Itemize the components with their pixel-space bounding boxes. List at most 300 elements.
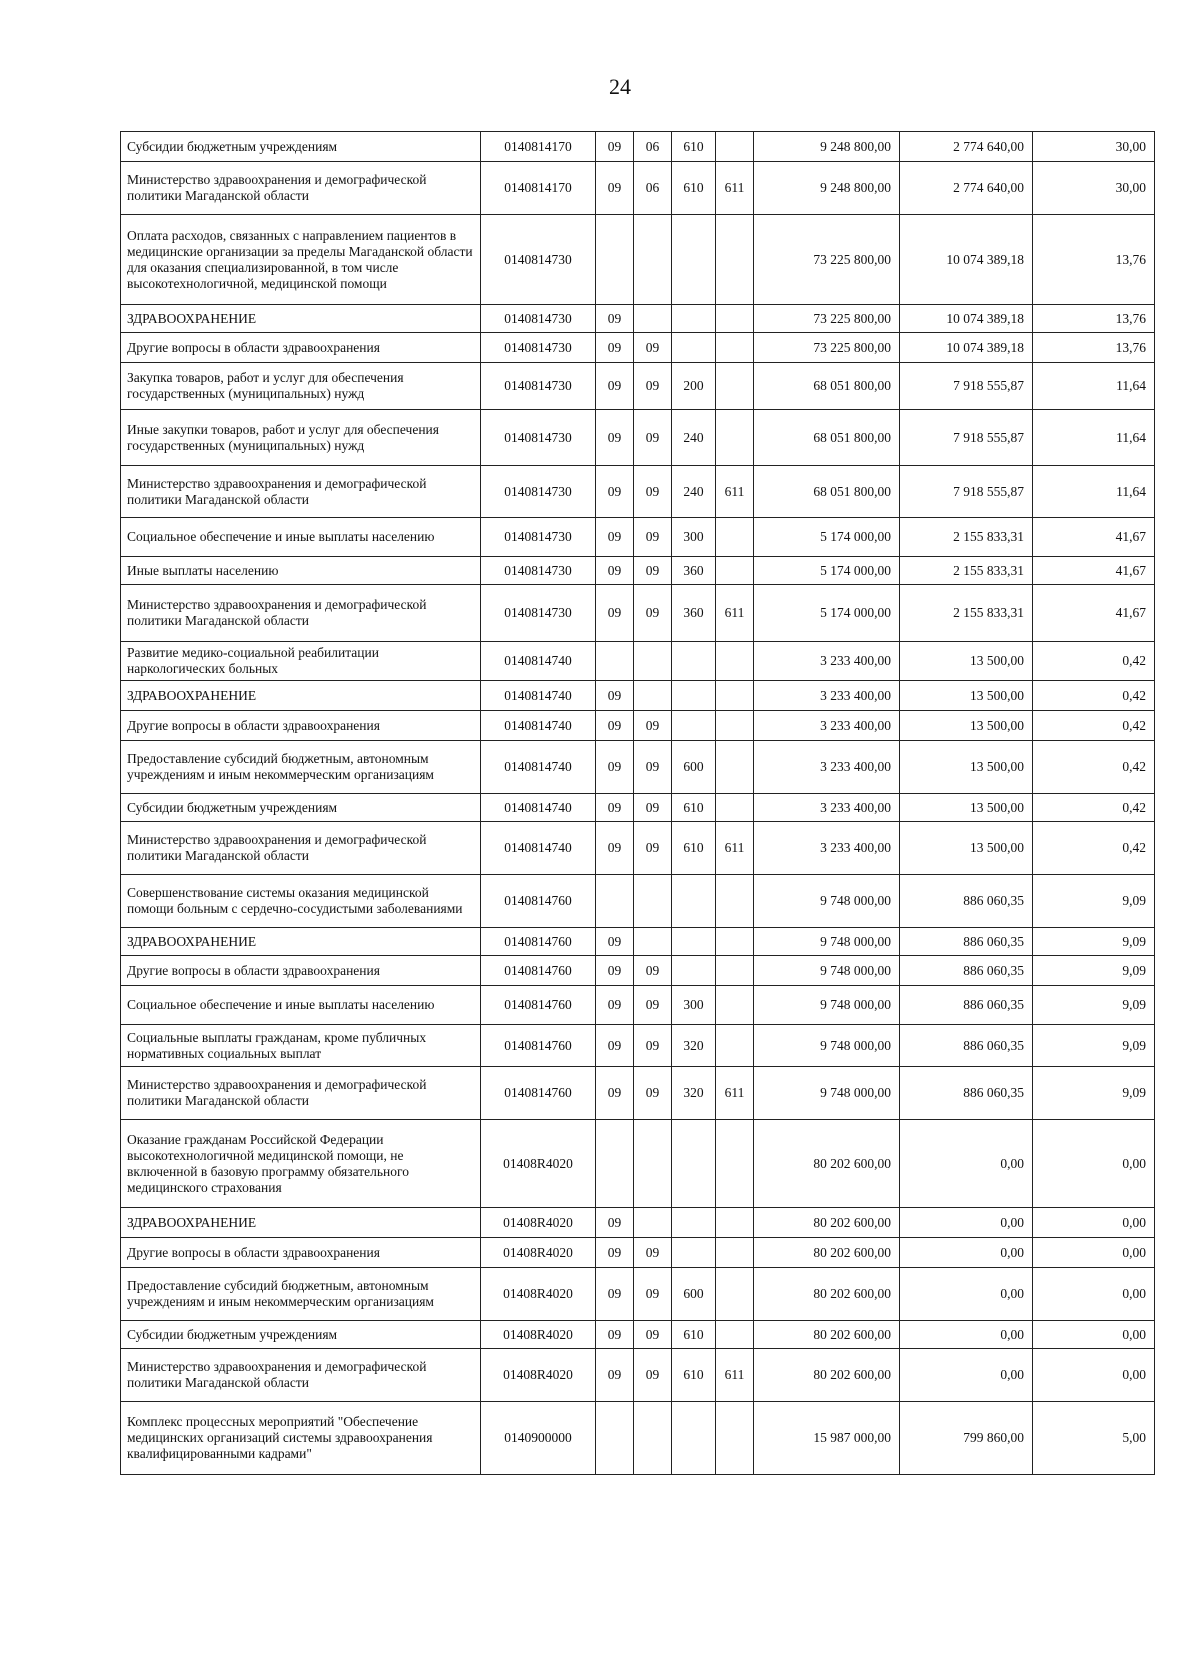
cell-expense-type: 320 <box>672 1067 716 1120</box>
cell-executed-amount: 0,00 <box>900 1238 1033 1268</box>
cell-section: 09 <box>596 1208 634 1238</box>
table-row <box>121 711 1155 741</box>
cell-name: ЗДРАВООХРАНЕНИЕ <box>121 305 481 333</box>
cell-section <box>596 1402 634 1475</box>
cell-planned-amount: 9 748 000,00 <box>754 986 900 1025</box>
cell-executed-amount: 13 500,00 <box>900 822 1033 875</box>
cell-code: 0140814170 <box>481 162 596 215</box>
cell-planned-amount: 5 174 000,00 <box>754 557 900 585</box>
cell-executed-amount: 7 918 555,87 <box>900 466 1033 518</box>
cell-executed-amount: 886 060,35 <box>900 956 1033 986</box>
cell-name: Развитие медико-социальной реабилитации наркологических больных <box>121 642 481 681</box>
cell-section: 09 <box>596 681 634 711</box>
cell-section <box>596 215 634 305</box>
table-row <box>121 585 1155 642</box>
cell-expense-type: 600 <box>672 1268 716 1321</box>
cell-section: 09 <box>596 1025 634 1067</box>
cell-expense-type <box>672 1208 716 1238</box>
cell-percent: 0,42 <box>1033 681 1155 711</box>
cell-section: 09 <box>596 822 634 875</box>
cell-subsection: 09 <box>634 518 672 557</box>
cell-expense-type: 360 <box>672 585 716 642</box>
cell-department <box>716 363 754 410</box>
table-row <box>121 681 1155 711</box>
cell-department <box>716 1402 754 1475</box>
cell-name: Министерство здравоохранения и демографической политики Магаданской области <box>121 585 481 642</box>
table-row <box>121 215 1155 305</box>
cell-name: Другие вопросы в области здравоохранения <box>121 711 481 741</box>
cell-expense-type: 320 <box>672 1025 716 1067</box>
cell-name: Закупка товаров, работ и услуг для обеспечения государственных (муниципальных) нужд <box>121 363 481 410</box>
cell-expense-type <box>672 1120 716 1208</box>
cell-section: 09 <box>596 956 634 986</box>
cell-percent: 41,67 <box>1033 557 1155 585</box>
cell-code: 0140814730 <box>481 333 596 363</box>
cell-department <box>716 642 754 681</box>
cell-section: 09 <box>596 1268 634 1321</box>
cell-percent: 30,00 <box>1033 132 1155 162</box>
cell-section: 09 <box>596 305 634 333</box>
cell-department <box>716 518 754 557</box>
cell-expense-type <box>672 642 716 681</box>
cell-section: 09 <box>596 518 634 557</box>
cell-code: 0140814730 <box>481 557 596 585</box>
cell-name: Субсидии бюджетным учреждениям <box>121 794 481 822</box>
cell-subsection <box>634 875 672 928</box>
cell-percent: 0,00 <box>1033 1208 1155 1238</box>
cell-executed-amount: 2 774 640,00 <box>900 132 1033 162</box>
cell-department <box>716 1120 754 1208</box>
table-row <box>121 1321 1155 1349</box>
table-row <box>121 642 1155 681</box>
cell-code: 01408R4020 <box>481 1268 596 1321</box>
cell-section: 09 <box>596 1349 634 1402</box>
cell-section: 09 <box>596 928 634 956</box>
cell-planned-amount: 9 748 000,00 <box>754 1067 900 1120</box>
cell-expense-type: 610 <box>672 822 716 875</box>
table-row <box>121 928 1155 956</box>
cell-name: Субсидии бюджетным учреждениям <box>121 132 481 162</box>
cell-code: 0140814730 <box>481 215 596 305</box>
cell-executed-amount: 886 060,35 <box>900 928 1033 956</box>
cell-executed-amount: 10 074 389,18 <box>900 215 1033 305</box>
cell-expense-type: 240 <box>672 410 716 466</box>
cell-percent: 0,42 <box>1033 822 1155 875</box>
cell-planned-amount: 73 225 800,00 <box>754 305 900 333</box>
cell-name: ЗДРАВООХРАНЕНИЕ <box>121 681 481 711</box>
cell-executed-amount: 7 918 555,87 <box>900 410 1033 466</box>
cell-planned-amount: 15 987 000,00 <box>754 1402 900 1475</box>
cell-planned-amount: 3 233 400,00 <box>754 741 900 794</box>
table-row <box>121 305 1155 333</box>
cell-percent: 9,09 <box>1033 928 1155 956</box>
cell-department: 611 <box>716 822 754 875</box>
cell-planned-amount: 5 174 000,00 <box>754 585 900 642</box>
cell-name: Иные закупки товаров, работ и услуг для обеспечения государственных (муниципальных) нужд <box>121 410 481 466</box>
cell-percent: 5,00 <box>1033 1402 1155 1475</box>
cell-subsection <box>634 681 672 711</box>
cell-department: 611 <box>716 162 754 215</box>
cell-subsection: 09 <box>634 1238 672 1268</box>
cell-department <box>716 132 754 162</box>
cell-subsection: 09 <box>634 1067 672 1120</box>
cell-expense-type <box>672 928 716 956</box>
cell-code: 0140814730 <box>481 585 596 642</box>
cell-code: 0140814760 <box>481 986 596 1025</box>
cell-planned-amount: 9 748 000,00 <box>754 875 900 928</box>
cell-section: 09 <box>596 132 634 162</box>
cell-expense-type: 610 <box>672 794 716 822</box>
cell-expense-type: 610 <box>672 132 716 162</box>
cell-department: 611 <box>716 1349 754 1402</box>
cell-section: 09 <box>596 333 634 363</box>
cell-name: Оплата расходов, связанных с направлением пациентов в медицинские организации за пределы Магаданской области для оказания специализированной, в том числе высокотехнологичной, медицинской помощи <box>121 215 481 305</box>
table-row <box>121 1349 1155 1402</box>
cell-name: Социальное обеспечение и иные выплаты населению <box>121 986 481 1025</box>
cell-code: 0140814740 <box>481 711 596 741</box>
cell-department <box>716 956 754 986</box>
cell-expense-type <box>672 333 716 363</box>
cell-name: Другие вопросы в области здравоохранения <box>121 1238 481 1268</box>
table-row <box>121 466 1155 518</box>
cell-department <box>716 1321 754 1349</box>
cell-expense-type: 300 <box>672 986 716 1025</box>
cell-section <box>596 1120 634 1208</box>
cell-name: Министерство здравоохранения и демографической политики Магаданской области <box>121 1067 481 1120</box>
cell-planned-amount: 80 202 600,00 <box>754 1349 900 1402</box>
cell-planned-amount: 68 051 800,00 <box>754 410 900 466</box>
cell-executed-amount: 0,00 <box>900 1268 1033 1321</box>
cell-percent: 9,09 <box>1033 956 1155 986</box>
cell-department <box>716 557 754 585</box>
cell-department <box>716 711 754 741</box>
cell-percent: 0,00 <box>1033 1268 1155 1321</box>
cell-subsection: 06 <box>634 132 672 162</box>
cell-name: Совершенствование системы оказания медицинской помощи больным с сердечно-сосудистыми заболеваниями <box>121 875 481 928</box>
cell-percent: 9,09 <box>1033 1067 1155 1120</box>
cell-executed-amount: 10 074 389,18 <box>900 333 1033 363</box>
cell-department <box>716 794 754 822</box>
cell-executed-amount: 886 060,35 <box>900 1067 1033 1120</box>
cell-expense-type <box>672 1402 716 1475</box>
cell-name: Социальные выплаты гражданам, кроме публичных нормативных социальных выплат <box>121 1025 481 1067</box>
table-row <box>121 132 1155 162</box>
cell-planned-amount: 3 233 400,00 <box>754 642 900 681</box>
table-row <box>121 557 1155 585</box>
cell-code: 0140814730 <box>481 363 596 410</box>
cell-percent: 0,00 <box>1033 1349 1155 1402</box>
cell-percent: 9,09 <box>1033 1025 1155 1067</box>
cell-planned-amount: 3 233 400,00 <box>754 794 900 822</box>
table-row <box>121 1402 1155 1475</box>
table-row <box>121 333 1155 363</box>
cell-section: 09 <box>596 162 634 215</box>
cell-name: Комплекс процессных мероприятий "Обеспечение медицинских организаций системы здравоохранения квалифицированными кадрами" <box>121 1402 481 1475</box>
cell-code: 0140814730 <box>481 518 596 557</box>
cell-percent: 30,00 <box>1033 162 1155 215</box>
cell-planned-amount: 3 233 400,00 <box>754 681 900 711</box>
cell-code: 0140814760 <box>481 956 596 986</box>
table-row <box>121 875 1155 928</box>
cell-department <box>716 986 754 1025</box>
table-row <box>121 410 1155 466</box>
cell-name: Предоставление субсидий бюджетным, автономным учреждениям и иным некоммерческим организациям <box>121 1268 481 1321</box>
cell-percent: 0,42 <box>1033 711 1155 741</box>
cell-executed-amount: 2 155 833,31 <box>900 585 1033 642</box>
cell-expense-type: 600 <box>672 741 716 794</box>
cell-executed-amount: 886 060,35 <box>900 986 1033 1025</box>
cell-expense-type <box>672 875 716 928</box>
cell-executed-amount: 886 060,35 <box>900 875 1033 928</box>
table-row <box>121 1120 1155 1208</box>
cell-name: ЗДРАВООХРАНЕНИЕ <box>121 1208 481 1238</box>
cell-code: 01408R4020 <box>481 1208 596 1238</box>
cell-subsection <box>634 1402 672 1475</box>
cell-expense-type <box>672 681 716 711</box>
cell-section <box>596 642 634 681</box>
cell-executed-amount: 13 500,00 <box>900 741 1033 794</box>
cell-subsection: 09 <box>634 956 672 986</box>
cell-expense-type <box>672 1238 716 1268</box>
cell-department <box>716 305 754 333</box>
cell-code: 0140814740 <box>481 741 596 794</box>
cell-code: 0140814740 <box>481 822 596 875</box>
cell-executed-amount: 0,00 <box>900 1321 1033 1349</box>
cell-section: 09 <box>596 711 634 741</box>
cell-subsection: 09 <box>634 741 672 794</box>
cell-percent: 9,09 <box>1033 875 1155 928</box>
cell-subsection <box>634 642 672 681</box>
cell-subsection: 09 <box>634 1025 672 1067</box>
cell-code: 0140814740 <box>481 794 596 822</box>
cell-subsection: 09 <box>634 557 672 585</box>
cell-department <box>716 1238 754 1268</box>
cell-subsection <box>634 305 672 333</box>
table-row <box>121 822 1155 875</box>
cell-expense-type: 360 <box>672 557 716 585</box>
cell-percent: 0,42 <box>1033 794 1155 822</box>
cell-code: 0140814730 <box>481 410 596 466</box>
cell-expense-type: 610 <box>672 1321 716 1349</box>
cell-percent: 41,67 <box>1033 585 1155 642</box>
cell-subsection <box>634 928 672 956</box>
cell-code: 0140814730 <box>481 466 596 518</box>
cell-name: Оказание гражданам Российской Федерации высокотехнологичной медицинской помощи, не включенной в базовую программу обязательного медицинского страхования <box>121 1120 481 1208</box>
cell-executed-amount: 886 060,35 <box>900 1025 1033 1067</box>
cell-subsection: 09 <box>634 585 672 642</box>
cell-section: 09 <box>596 794 634 822</box>
cell-planned-amount: 73 225 800,00 <box>754 333 900 363</box>
cell-percent: 13,76 <box>1033 305 1155 333</box>
table-row <box>121 518 1155 557</box>
cell-department <box>716 410 754 466</box>
cell-subsection: 09 <box>634 1349 672 1402</box>
cell-expense-type <box>672 215 716 305</box>
cell-code: 0140814760 <box>481 928 596 956</box>
cell-name: Министерство здравоохранения и демографической политики Магаданской области <box>121 822 481 875</box>
cell-section: 09 <box>596 1321 634 1349</box>
cell-planned-amount: 80 202 600,00 <box>754 1208 900 1238</box>
cell-subsection: 09 <box>634 1268 672 1321</box>
cell-executed-amount: 13 500,00 <box>900 711 1033 741</box>
cell-expense-type: 610 <box>672 1349 716 1402</box>
cell-percent: 11,64 <box>1033 363 1155 410</box>
cell-executed-amount: 0,00 <box>900 1208 1033 1238</box>
cell-department <box>716 215 754 305</box>
cell-department <box>716 681 754 711</box>
cell-code: 0140814760 <box>481 875 596 928</box>
cell-percent: 0,00 <box>1033 1238 1155 1268</box>
cell-name: Министерство здравоохранения и демографической политики Магаданской области <box>121 466 481 518</box>
cell-subsection <box>634 1208 672 1238</box>
cell-subsection: 09 <box>634 333 672 363</box>
cell-executed-amount: 2 155 833,31 <box>900 518 1033 557</box>
table-row <box>121 794 1155 822</box>
table-row <box>121 986 1155 1025</box>
cell-expense-type <box>672 956 716 986</box>
cell-planned-amount: 73 225 800,00 <box>754 215 900 305</box>
cell-subsection: 09 <box>634 410 672 466</box>
cell-planned-amount: 5 174 000,00 <box>754 518 900 557</box>
cell-subsection: 09 <box>634 986 672 1025</box>
cell-planned-amount: 3 233 400,00 <box>754 711 900 741</box>
table-row <box>121 741 1155 794</box>
cell-percent: 13,76 <box>1033 215 1155 305</box>
table-row <box>121 1268 1155 1321</box>
cell-subsection: 09 <box>634 822 672 875</box>
cell-executed-amount: 2 155 833,31 <box>900 557 1033 585</box>
cell-section: 09 <box>596 1067 634 1120</box>
cell-executed-amount: 0,00 <box>900 1120 1033 1208</box>
table-row <box>121 1238 1155 1268</box>
cell-section: 09 <box>596 585 634 642</box>
cell-code: 01408R4020 <box>481 1238 596 1268</box>
cell-code: 0140814730 <box>481 305 596 333</box>
cell-planned-amount: 80 202 600,00 <box>754 1321 900 1349</box>
cell-subsection: 06 <box>634 162 672 215</box>
cell-department <box>716 928 754 956</box>
cell-planned-amount: 9 748 000,00 <box>754 1025 900 1067</box>
cell-executed-amount: 10 074 389,18 <box>900 305 1033 333</box>
cell-section: 09 <box>596 466 634 518</box>
budget-table <box>120 131 1155 1475</box>
cell-name: Другие вопросы в области здравоохранения <box>121 956 481 986</box>
cell-department <box>716 741 754 794</box>
cell-expense-type <box>672 711 716 741</box>
cell-subsection: 09 <box>634 711 672 741</box>
cell-department: 611 <box>716 1067 754 1120</box>
cell-code: 0140814760 <box>481 1067 596 1120</box>
cell-percent: 0,42 <box>1033 741 1155 794</box>
cell-planned-amount: 9 248 800,00 <box>754 162 900 215</box>
cell-executed-amount: 2 774 640,00 <box>900 162 1033 215</box>
cell-code: 0140900000 <box>481 1402 596 1475</box>
cell-code: 01408R4020 <box>481 1349 596 1402</box>
cell-subsection <box>634 1120 672 1208</box>
cell-department <box>716 1268 754 1321</box>
cell-section: 09 <box>596 557 634 585</box>
cell-code: 0140814740 <box>481 642 596 681</box>
cell-name: Другие вопросы в области здравоохранения <box>121 333 481 363</box>
cell-percent: 9,09 <box>1033 986 1155 1025</box>
cell-executed-amount: 13 500,00 <box>900 794 1033 822</box>
cell-subsection: 09 <box>634 363 672 410</box>
cell-code: 01408R4020 <box>481 1321 596 1349</box>
cell-subsection: 09 <box>634 794 672 822</box>
cell-name: Министерство здравоохранения и демографической политики Магаданской области <box>121 1349 481 1402</box>
cell-name: Министерство здравоохранения и демографической политики Магаданской области <box>121 162 481 215</box>
cell-planned-amount: 9 748 000,00 <box>754 956 900 986</box>
cell-executed-amount: 7 918 555,87 <box>900 363 1033 410</box>
cell-subsection: 09 <box>634 466 672 518</box>
cell-executed-amount: 13 500,00 <box>900 681 1033 711</box>
cell-section: 09 <box>596 363 634 410</box>
cell-percent: 0,00 <box>1033 1321 1155 1349</box>
cell-planned-amount: 68 051 800,00 <box>754 466 900 518</box>
cell-section: 09 <box>596 410 634 466</box>
cell-code: 0140814170 <box>481 132 596 162</box>
cell-subsection <box>634 215 672 305</box>
cell-planned-amount: 9 748 000,00 <box>754 928 900 956</box>
cell-percent: 11,64 <box>1033 410 1155 466</box>
cell-executed-amount: 799 860,00 <box>900 1402 1033 1475</box>
cell-department: 611 <box>716 466 754 518</box>
cell-section <box>596 875 634 928</box>
table-row <box>121 1025 1155 1067</box>
cell-planned-amount: 80 202 600,00 <box>754 1238 900 1268</box>
cell-expense-type: 300 <box>672 518 716 557</box>
cell-expense-type: 610 <box>672 162 716 215</box>
cell-department <box>716 333 754 363</box>
cell-planned-amount: 68 051 800,00 <box>754 363 900 410</box>
cell-section: 09 <box>596 1238 634 1268</box>
table-row <box>121 363 1155 410</box>
cell-expense-type <box>672 305 716 333</box>
cell-percent: 41,67 <box>1033 518 1155 557</box>
cell-code: 01408R4020 <box>481 1120 596 1208</box>
cell-section: 09 <box>596 986 634 1025</box>
table-row <box>121 1208 1155 1238</box>
cell-executed-amount: 13 500,00 <box>900 642 1033 681</box>
table-row <box>121 162 1155 215</box>
page-number: 24 <box>609 74 631 99</box>
cell-expense-type: 240 <box>672 466 716 518</box>
cell-planned-amount: 80 202 600,00 <box>754 1268 900 1321</box>
cell-department <box>716 1025 754 1067</box>
cell-code: 0140814760 <box>481 1025 596 1067</box>
cell-code: 0140814740 <box>481 681 596 711</box>
cell-department: 611 <box>716 585 754 642</box>
cell-percent: 0,42 <box>1033 642 1155 681</box>
cell-planned-amount: 9 248 800,00 <box>754 132 900 162</box>
cell-name: Иные выплаты населению <box>121 557 481 585</box>
cell-planned-amount: 80 202 600,00 <box>754 1120 900 1208</box>
cell-name: Социальное обеспечение и иные выплаты населению <box>121 518 481 557</box>
cell-name: ЗДРАВООХРАНЕНИЕ <box>121 928 481 956</box>
cell-percent: 0,00 <box>1033 1120 1155 1208</box>
cell-department <box>716 875 754 928</box>
table-row <box>121 956 1155 986</box>
cell-percent: 13,76 <box>1033 333 1155 363</box>
cell-planned-amount: 3 233 400,00 <box>754 822 900 875</box>
cell-name: Субсидии бюджетным учреждениям <box>121 1321 481 1349</box>
cell-subsection: 09 <box>634 1321 672 1349</box>
cell-name: Предоставление субсидий бюджетным, автономным учреждениям и иным некоммерческим организациям <box>121 741 481 794</box>
cell-percent: 11,64 <box>1033 466 1155 518</box>
cell-department <box>716 1208 754 1238</box>
cell-executed-amount: 0,00 <box>900 1349 1033 1402</box>
cell-expense-type: 200 <box>672 363 716 410</box>
